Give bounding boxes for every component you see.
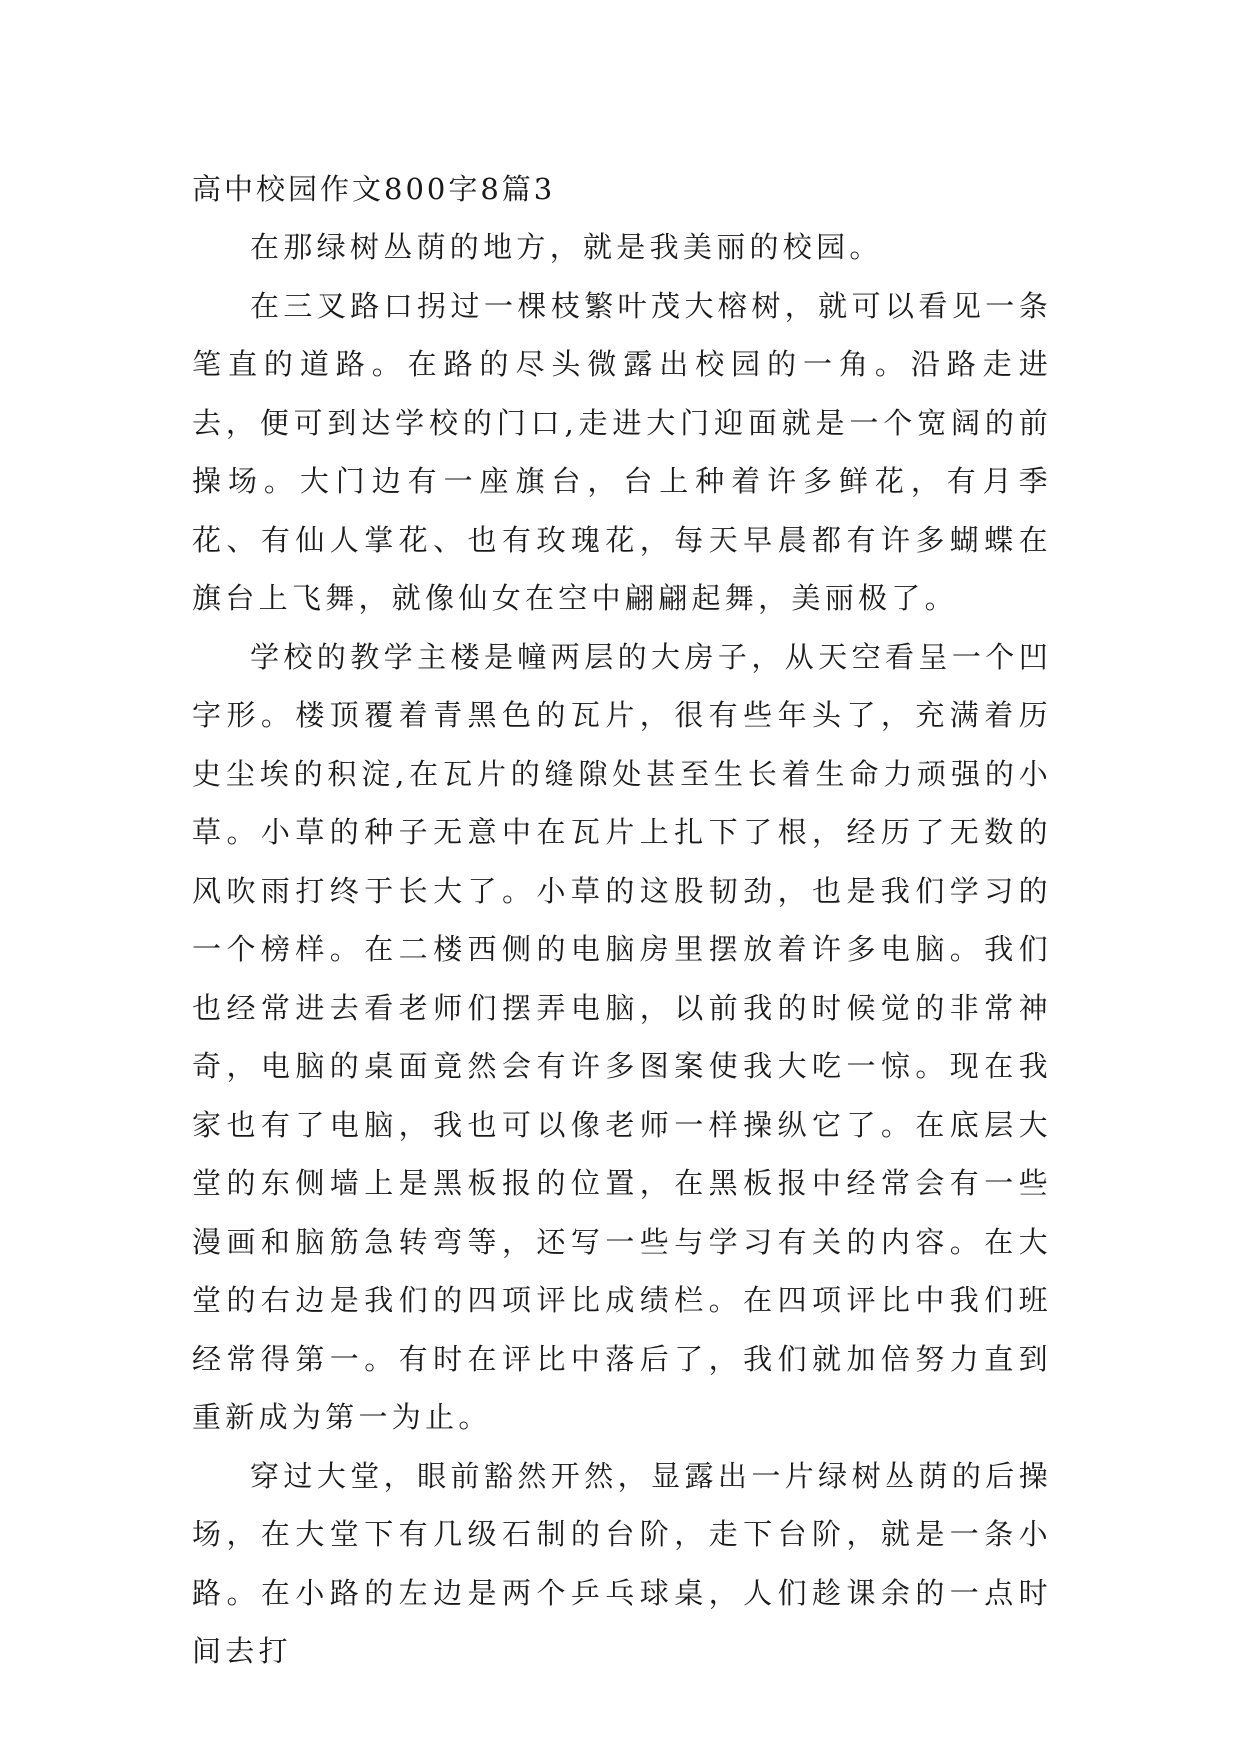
paragraph-2: 在三叉路口拐过一棵枝繁叶茂大榕树，就可以看见一条笔直的道路。在路的尽头微露出校园的一角。沿路走进去，便可到达学校的门口,走进大门迎面就是一个宽阔的前操场。大门边有一座旗台，台上种着许多鲜花，有月季花、有仙人掌花、也有玫瑰花，每天早晨都有许多蝴蝶在旗台上飞舞，就像仙女在空中翩翩起舞，美丽极了。 (192, 288, 1052, 615)
paragraph-4: 穿过大堂，眼前豁然开然，显露出一片绿树丛荫的后操场，在大堂下有几级石制的台阶，走下台阶，就是一条小路。在小路的左边是两个乒乓球桌，人们趁课余的一点时间去打 (192, 1458, 1052, 1668)
paragraph-1: 在那绿树丛荫的地方，就是我美丽的校园。 (250, 230, 883, 264)
document-page (192, 160, 1052, 1681)
document-title: 高中校园作文800字8篇3 (192, 172, 556, 206)
paragraph-3: 学校的教学主楼是幢两层的大房子，从天空看呈一个凹字形。楼顶覆着青黑色的瓦片，很有些年头了，充满着历史尘埃的积淀,在瓦片的缝隙处甚至生长着生命力顽强的小草。小草的种子无意中在瓦片上扎下了根，经历了无数的风吹雨打终于长大了。小草的这股韧劲，也是我们学习的一个榜样。在二楼西侧的电脑房里摆放着许多电脑。我们也经常进去看老师们摆弄电脑，以前我的时候觉的非常神奇，电脑的桌面竟然会有许多图案使我大吃一惊。现在我家也有了电脑，我也可以像老师一样操纵它了。在底层大堂的东侧墙上是黑板报的位置，在黑板报中经常会有一些漫画和脑筋急转弯等，还写一些与学习有关的内容。在大堂的右边是我们的四项评比成绩栏。在四项评比中我们班经常得第一。有时在评比中落后了，我们就加倍努力直到重新成为第一为止。 (192, 639, 1052, 1434)
